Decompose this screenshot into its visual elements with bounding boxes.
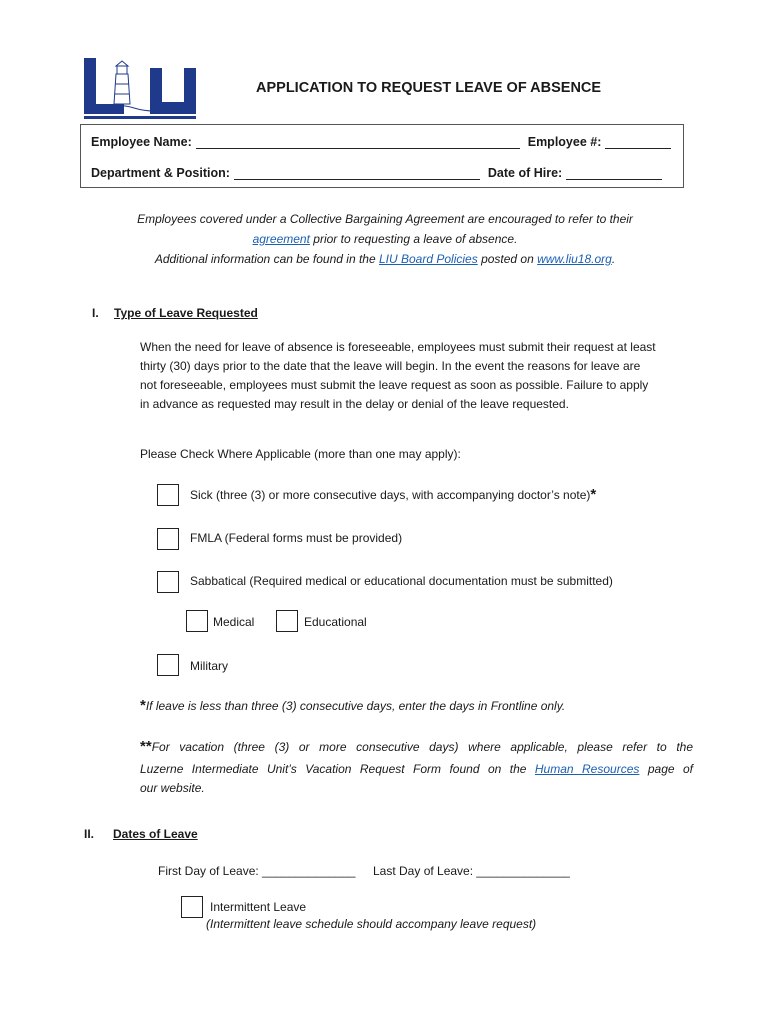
- sabbatical-label: Sabbatical (Required medical or educational documentation must be submitted): [190, 574, 613, 588]
- note-vacation: [140, 737, 693, 798]
- liu-logo: [84, 58, 196, 120]
- employee-name-field[interactable]: [196, 136, 520, 149]
- section-1-title: Type of Leave Requested: [114, 306, 258, 320]
- section-2-number: II.: [84, 827, 95, 841]
- employee-number-label: Employee #:: [527, 135, 602, 149]
- hire-date-label: Date of Hire:: [487, 166, 563, 180]
- section-2-heading: [84, 827, 198, 841]
- employee-name-label: Employee Name:: [91, 135, 192, 149]
- department-row: [91, 166, 677, 180]
- note-less-than-three-days: [140, 697, 565, 714]
- human-resources-link[interactable]: Human Resources: [534, 762, 640, 776]
- military-label: Military: [190, 659, 228, 673]
- intro-line-2-text: prior to requesting a leave of absence.: [313, 232, 518, 246]
- check-prompt: Please Check Where Applicable (more than one may apply):: [140, 447, 461, 461]
- fmla-checkbox[interactable]: [157, 528, 179, 550]
- last-day-field[interactable]: Last Day of Leave: ______________: [373, 864, 570, 878]
- sick-option: [190, 486, 596, 503]
- page-title: APPLICATION TO REQUEST LEAVE OF ABSENCE: [256, 80, 602, 96]
- note-2-asterisk: **: [140, 738, 152, 755]
- note-2-line-1: [140, 737, 693, 757]
- section-1-heading: [92, 306, 258, 320]
- military-checkbox[interactable]: [157, 654, 179, 676]
- liu18-site-link[interactable]: www.liu18.org: [537, 252, 612, 266]
- note-2-line-2: [140, 760, 693, 779]
- note-2-line-2-pre: Luzerne Intermediate Unit’s Vacation Request Form found on the: [140, 762, 527, 776]
- employee-row: [91, 135, 677, 149]
- note-2-line-3: our website.: [140, 781, 205, 795]
- educational-checkbox[interactable]: [276, 610, 298, 632]
- sabbatical-checkbox[interactable]: [157, 571, 179, 593]
- intro-line-2: [110, 229, 660, 249]
- first-day-field[interactable]: First Day of Leave: ______________: [158, 864, 356, 878]
- intro-line-1: Employees covered under a Collective Bargaining Agreement are encouraged to refer to their: [137, 212, 633, 226]
- hire-date-field[interactable]: [566, 167, 662, 180]
- fmla-label: FMLA (Federal forms must be provided): [190, 531, 403, 545]
- intermittent-label: Intermittent Leave: [210, 900, 307, 914]
- note-2-line-1-text: For vacation (three (3) or more consecutive days) where applicable, please refer to the: [151, 740, 693, 754]
- intro-line-3-end: .: [611, 252, 616, 266]
- educational-label: Educational: [304, 615, 367, 629]
- intro-line-3-pre: Additional information can be found in the: [154, 252, 376, 266]
- medical-label: Medical: [213, 615, 255, 629]
- intro-line-3: [110, 249, 660, 269]
- sick-label: Sick (three (3) or more consecutive days, with accompanying doctor’s note): [190, 488, 591, 502]
- section-1-number: I.: [92, 306, 99, 320]
- employee-info-box: [80, 124, 684, 188]
- board-policies-link[interactable]: LIU Board Policies: [379, 252, 478, 266]
- sick-checkbox[interactable]: [157, 484, 179, 506]
- intermittent-checkbox[interactable]: [181, 896, 203, 918]
- note-1-asterisk: *: [140, 697, 146, 714]
- section-1-paragraph: When the need for leave of absence is foreseeable, employees must submit their request at least thirty (30) days prior to the date that the leave will begin. In the event the reasons for leave are not foreseeable, employees must submit the leave request as soon as possible. Failure to apply in advance as requested may result in the delay or denial of the leave requested.: [140, 340, 656, 411]
- sick-asterisk: *: [590, 486, 597, 503]
- note-1-text: If leave is less than three (3) consecutive days, enter the days in Frontline only.: [145, 699, 566, 713]
- department-field[interactable]: [234, 167, 480, 180]
- medical-checkbox[interactable]: [186, 610, 208, 632]
- department-label: Department & Position:: [91, 166, 230, 180]
- employee-number-field[interactable]: [605, 136, 671, 149]
- agreement-link[interactable]: agreement: [252, 232, 310, 246]
- intermittent-note: (Intermittent leave schedule should accompany leave request): [206, 917, 537, 931]
- intro-line-3-mid: posted on: [481, 252, 534, 266]
- note-2-line-2-post: page of: [647, 762, 693, 776]
- section-2-title: Dates of Leave: [113, 827, 198, 841]
- intro-text: [110, 209, 660, 269]
